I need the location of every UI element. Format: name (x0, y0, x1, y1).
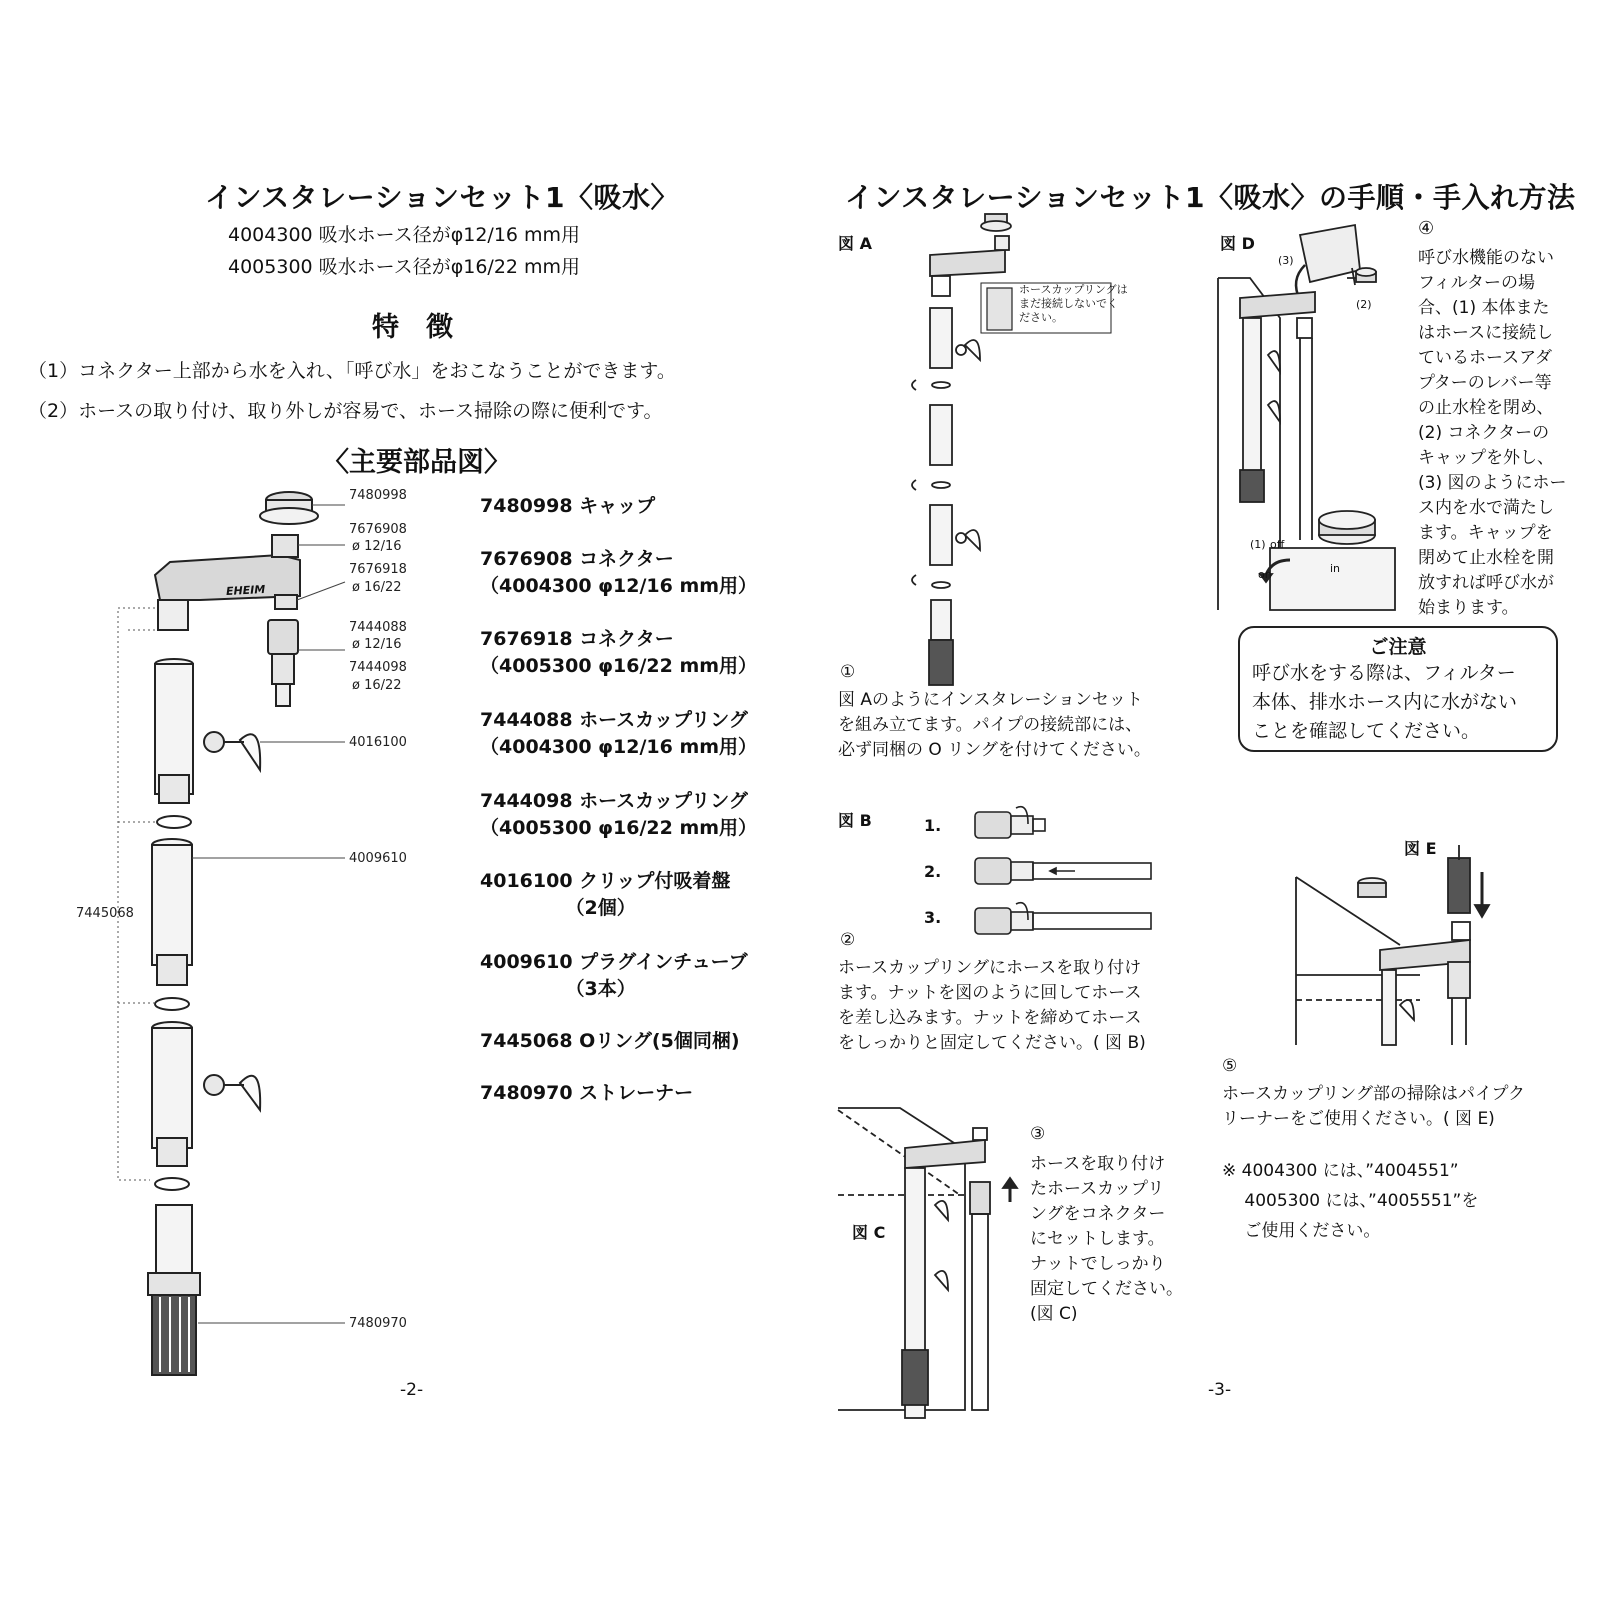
callout-coupling-1-diam: ø 12/16 (352, 637, 402, 652)
part-item-clip: 4016100 クリップ付吸着盤 （2個） (480, 870, 731, 919)
fig-a-note: ホースカップリングは まだ接続しないでく ださい。 (1019, 283, 1128, 324)
feature-1: （1）コネクター上部から水を入れ、「呼び水」をおこなうことができます。 (28, 360, 676, 382)
fig-d-label: 図 D (1220, 234, 1255, 253)
model-line-2: 4005300 吸水ホース径がφ16/22 mm用 (228, 256, 581, 278)
fig-d-off: off (1270, 538, 1285, 551)
part-item-coupling-2: 7444098 ホースカップリング （4005300 φ16/22 mm用） (480, 790, 758, 839)
right-page-number: -3- (1208, 1380, 1232, 1400)
step-1-text: 図 Aのようにインスタレーションセット を組み立てます。パイプの接続部には、 必ず同梱の O リングを付けてください。 (838, 690, 1151, 760)
parts-heading: 〈主要部品図〉 (322, 447, 511, 478)
callout-connector-1: 7676908 (349, 522, 407, 537)
fig-c-label: 図 C (852, 1223, 886, 1242)
step-4-text: 呼び水機能のない フィルターの場 合、(1) 本体また はホースに接続し ているホースアダ プターのレバー等 の止水栓を閉め、 (2) コネクターの キャップを外し、 (3) 図のようにホー ス内を水で満たし ます。キャップを 閉めて止水栓を開 放すれば呼び水が 始まります。 (1418, 248, 1567, 618)
callout-clip: 4016100 (349, 735, 407, 750)
callout-cap: 7480998 (349, 488, 407, 503)
callout-coupling-2-diam: ø 16/22 (352, 678, 402, 693)
features-heading: 特 徴 (372, 312, 453, 343)
fig-b-step-3: 3. (924, 908, 942, 927)
model-line-1: 4004300 吸水ホース径がφ12/16 mm用 (228, 224, 581, 246)
left-page-number: -2- (400, 1380, 424, 1400)
part-item-oring: 7445068 Oリング(5個同梱) (480, 1030, 740, 1052)
caution-title: ご注意 (1369, 636, 1427, 658)
fig-d-in: in (1330, 562, 1341, 575)
fig-d-on: on (1258, 568, 1272, 581)
fig-b-step-1: 1. (924, 816, 942, 835)
brand-logo: EHEIM (225, 582, 266, 599)
step-2-text: ホースカップリングにホースを取り付け ます。ナットを図のように回してホース を差し込みます。ナットを締めてホース をしっかりと固定してください。( 図 B) (838, 958, 1146, 1053)
step-5-number: ⑤ (1222, 1056, 1238, 1076)
step-2-number: ② (840, 930, 856, 950)
callout-strainer: 7480970 (349, 1316, 407, 1331)
callout-oring: 7445068 (76, 906, 134, 921)
left-page-title: インスタレーションセット1〈吸水〉 (205, 181, 680, 214)
callout-connector-2-diam: ø 16/22 (352, 580, 402, 595)
fig-b-label: 図 B (838, 811, 872, 830)
callout-coupling-1: 7444088 (349, 620, 407, 635)
part-item-connector-1: 7676908 コネクター （4004300 φ12/16 mm用） (480, 548, 758, 597)
callout-connector-1-diam: ø 12/16 (352, 539, 402, 554)
callout-connector-2: 7676918 (349, 562, 407, 577)
part-item-tube: 4009610 プラグインチューブ （3本） (480, 951, 748, 1000)
part-item-cap: 7480998 キャップ (480, 495, 656, 517)
callout-tube: 4009610 (349, 851, 407, 866)
part-item-connector-2: 7676918 コネクター （4005300 φ16/22 mm用） (480, 628, 758, 677)
right-page-title: インスタレーションセット1〈吸水〉の手順・手入れ方法 (845, 181, 1576, 214)
fig-d-marker-2: (2) (1356, 298, 1372, 311)
part-item-strainer: 7480970 ストレーナー (480, 1082, 694, 1104)
caution-body: 呼び水をする際は、フィルター 本体、排水ホース内に水がない ことを確認してください。 (1252, 662, 1518, 742)
part-item-coupling-1: 7444088 ホースカップリング （4004300 φ12/16 mm用） (480, 709, 758, 758)
replacement-note: ※ 4004300 には、”4004551” 4005300 には、”4005551”を ご使用ください。 (1222, 1161, 1479, 1241)
fig-d-marker-1: (1) (1250, 538, 1266, 551)
callout-coupling-2: 7444098 (349, 660, 407, 675)
step-4-number: ④ (1418, 218, 1435, 239)
step-1-number: ① (840, 662, 856, 682)
feature-2: （2）ホースの取り付け、取り外しが容易で、ホース掃除の際に便利です。 (28, 400, 663, 422)
fig-d-marker-3: (3) (1278, 254, 1294, 267)
step-3-number: ③ (1030, 1124, 1046, 1144)
fig-b-step-2: 2. (924, 862, 942, 881)
fig-a-label: 図 A (838, 234, 872, 253)
step-3-text: ホースを取り付け たホースカップリ ングをコネクター にセットします。 ナットでしっかり 固定してください。 (図 C) (1030, 1154, 1183, 1324)
fig-e-label: 図 E (1404, 839, 1437, 858)
step-5-text: ホースカップリング部の掃除はパイプク リーナーをご使用ください。( 図 E) (1222, 1084, 1525, 1129)
